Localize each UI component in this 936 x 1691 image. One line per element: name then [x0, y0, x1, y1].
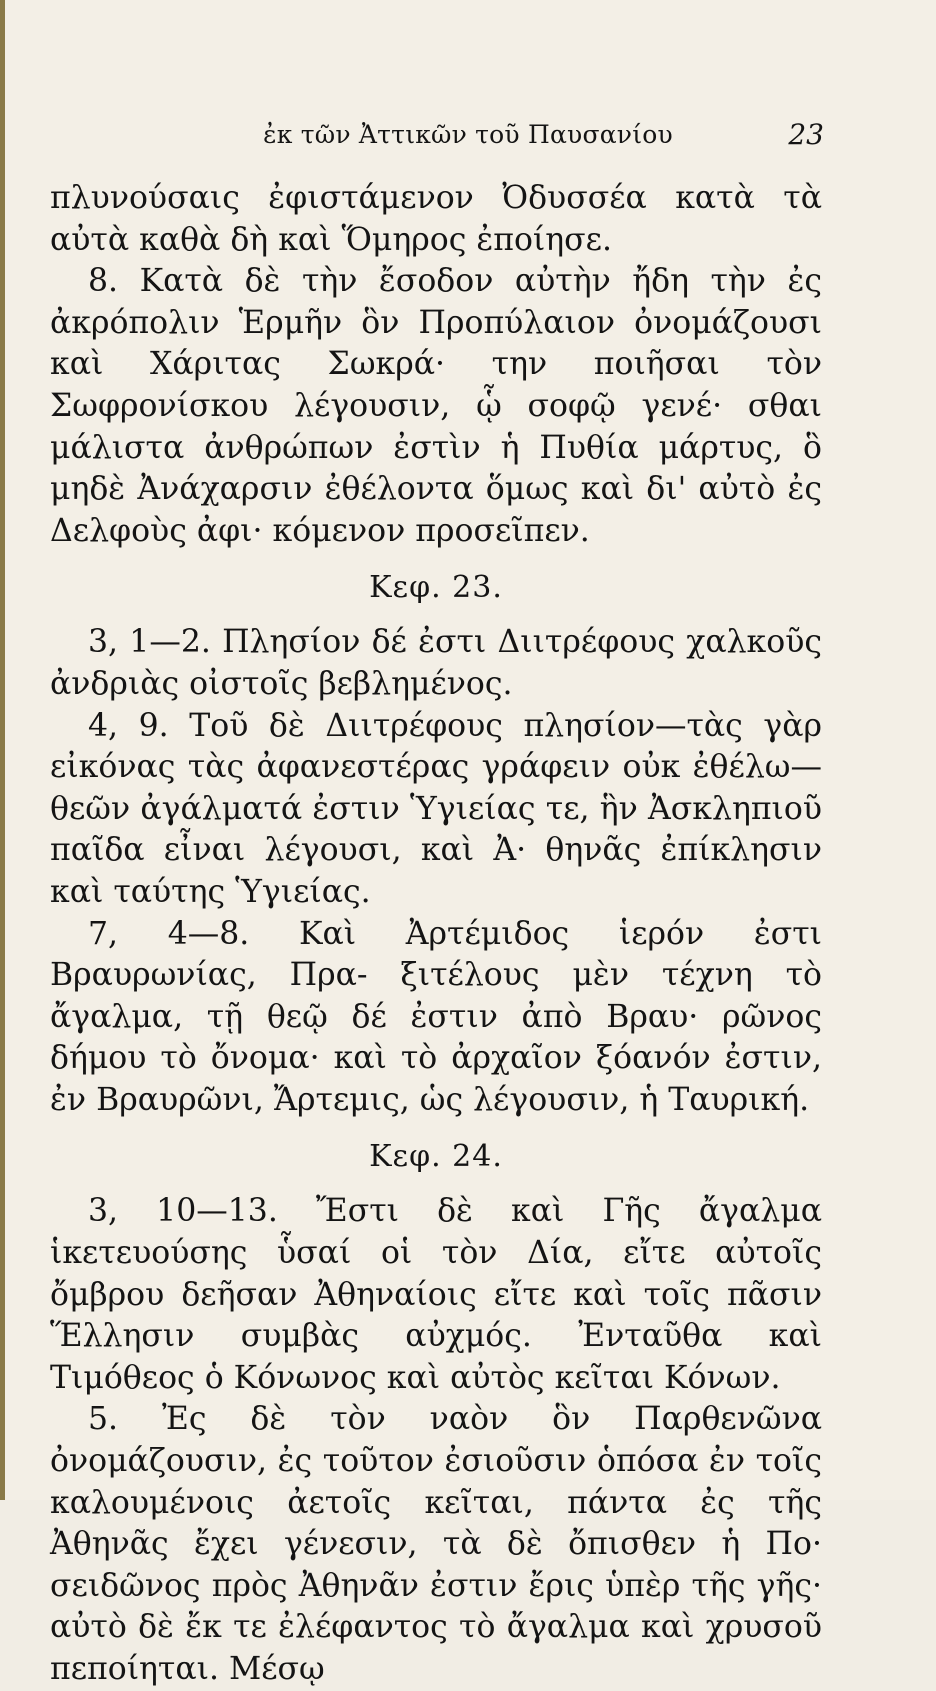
paragraph-4-9: 4, 9. Τοῦ δὲ Διιτρέφους πλησίον—τὰς γὰρ εἰκόνας τὰς ἀφανεστέρας γράφειν οὐκ ἐθέλω—θεῶν ἀγάλματά ἐστιν Ὑγιείας τε, ἣν Ἀσκληπιοῦ παῖδα εἶναι λέγουσι, καὶ Ἀ· θηνᾶς ἐπίκλησιν καὶ ταύτης Ὑγιείας.: [50, 707, 822, 910]
paragraph-3-1-2: 3, 1—2. Πλησίον δέ ἐστι Διιτρέφους χαλκοῦς ἀνδριὰς οἰστοῖς βεβλημένος.: [50, 624, 822, 702]
paragraph-5: 5. Ἐς δὲ τὸν ναὸν ὃν Παρθενῶνα ὀνομάζουσιν, ἐς τοῦτον ἐσιοῦσιν ὁπόσα ἐν τοῖς καλουμένοις ἀετοῖς κεῖται, πάντα ἐς τῆς Ἀθηνᾶς ἔχει γένεσιν, τὰ δὲ ὄπισθεν ἡ Πο· σειδῶνος πρὸς Ἀθηνᾶν ἐστιν ἔρις ὑπὲρ τῆς γῆς· αὐτὸ δὲ ἔκ τε ἐλέφαντος τὸ ἄγαλμα καὶ χρυσοῦ πεποίηται. Μέσῳ: [50, 1401, 822, 1687]
page-number: 23: [788, 118, 824, 151]
paragraph-section-8: 8. Κατὰ δὲ τὴν ἔσοδον αὐτὴν ἤδη τὴν ἐς ἀκρόπολιν Ἑρμῆν ὃν Προπύλαιον ὀνομάζουσι καὶ Χάριτας Σωκρά· την ποιῆσαι τὸν Σωφρονίσκου λέγουσιν, ᾧ σοφῷ γενέ· σθαι μάλιστα ἀνθρώπων ἐστὶν ἡ Πυθία μάρτυς, ὃ μηδὲ Ἀνάχαρσιν ἐθέλοντα ὅμως καὶ δι' αὐτὸ ἐς Δελφοὺς ἀφι· κόμενον προσεῖπεν.: [50, 263, 822, 549]
page-body: [50, 178, 822, 1691]
paragraph-continuation: πλυνούσαις ἐφιστάμενον Ὀδυσσέα κατὰ τὰ αὐτὰ καθὰ δὴ καὶ Ὅμηρος ἐποίησε.: [50, 180, 822, 258]
chapter-heading-24: Κεφ. 24.: [369, 1139, 503, 1175]
paragraph-7-4-8: 7, 4—8. Καὶ Ἀρτέμιδος ἱερόν ἐστι Βραυρωνίας, Πρα- ξιτέλους μὲν τέχνη τὸ ἄγαλμα, τῇ θεῷ δέ ἐστιν ἀπὸ Βραυ· ρῶνος δήμου τὸ ὄνομα· καὶ τὸ ἀρχαῖον ξόανόν ἐστιν, ἐν Βραυρῶνι, Ἄρτεμις, ὡς λέγουσιν, ἡ Ταυρική.: [50, 915, 822, 1118]
running-head: ἐκ τῶν Ἀττικῶν τοῦ Παυσανίου: [263, 120, 673, 149]
chapter-heading-23: Κεφ. 23.: [369, 570, 503, 606]
paragraph-3-10-13: 3, 10—13. Ἔστι δὲ καὶ Γῆς ἄγαλμα ἱκετευούσης ὗσαί οἱ τὸν Δία, εἴτε αὐτοῖς ὄμβρου δεῆσαν Ἀθηναίοις εἴτε καὶ τοῖς πᾶσιν Ἕλλησιν συμβὰς αὐχμός. Ἐνταῦθα καὶ Τιμόθεος ὁ Κόνωνος καὶ αὐτὸς κεῖται Κόνων.: [50, 1193, 822, 1396]
page-header: [0, 116, 936, 156]
page-edge: [0, 0, 5, 1500]
